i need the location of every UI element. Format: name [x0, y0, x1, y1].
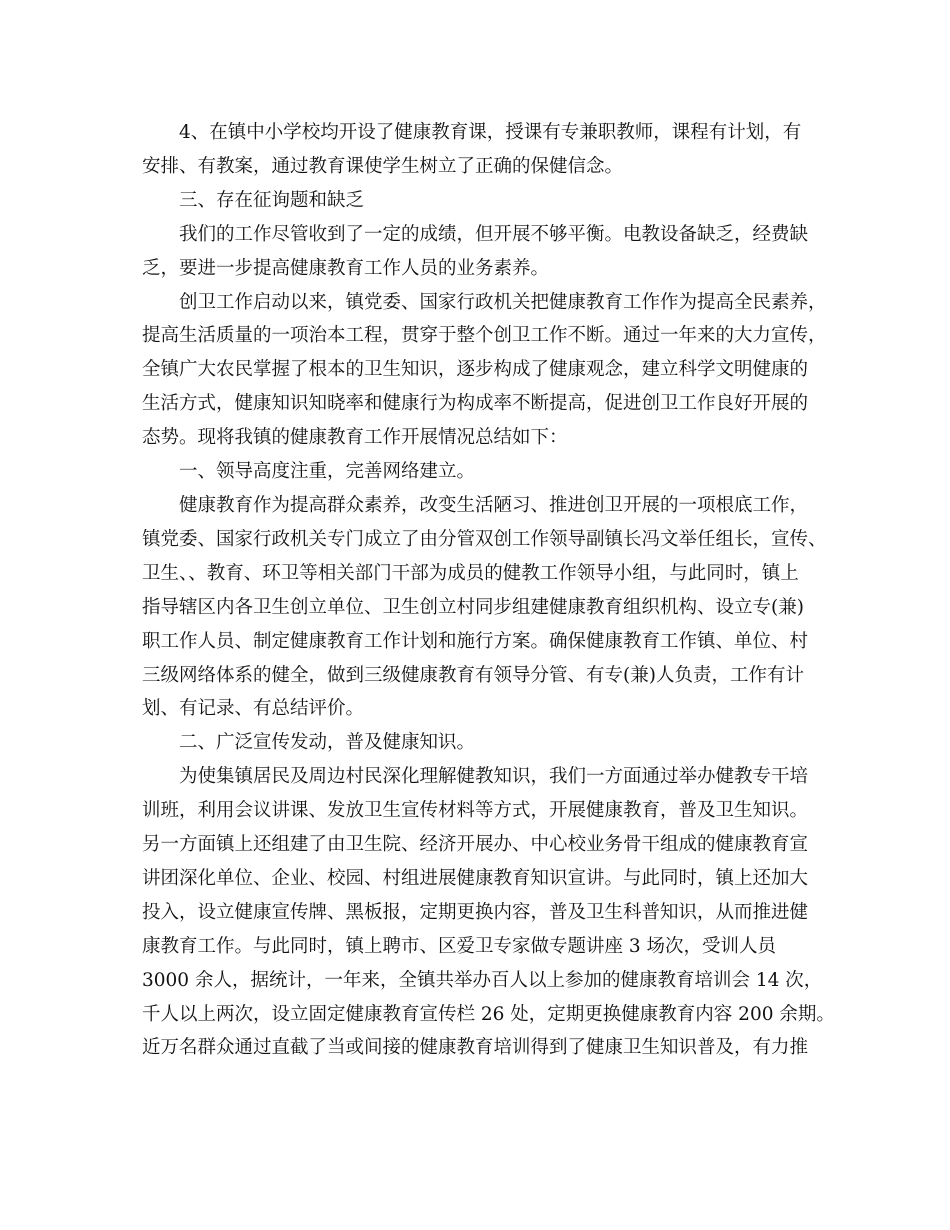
text-line: 三、存在征询题和缺乏 [179, 189, 365, 211]
text-line: 为使集镇居民及周边村民深化理解健教知识，我们一方面通过举办健教专干培 [179, 766, 809, 788]
text-line: 讲团深化单位、企业、校园、村组进展健康教育知识宣讲。与此同时，镇上还加大 [142, 867, 809, 889]
text-line: 态势。现将我镇的健康教育工作开展情况总结如下： [142, 427, 568, 449]
text-line: 3000 余人，据统计，一年来，全镇共举办百人以上参加的健康教育培训会 14 次， [142, 969, 823, 991]
text-line: 划、有记录、有总结评价。 [142, 698, 365, 720]
text-line: 全镇广大农民掌握了根本的卫生知识，逐步构成了健康观念，建立科学文明健康的 [142, 359, 809, 381]
text-line: 二、广泛宣传发动，普及健康知识。 [179, 732, 476, 754]
text-line: 另一方面镇上还组建了由卫生院、经济开展办、中心校业务骨干组成的健康教育宣 [142, 834, 809, 856]
text-line: 镇党委、国家行政机关专门成立了由分管双创工作领导副镇长冯文举任组长，宣传、 [142, 528, 827, 550]
text-line: 近万名群众通过直截了当或间接的健康教育培训得到了健康卫生知识普及，有力推 [142, 1037, 809, 1059]
text-line: 训班，利用会议讲课、发放卫生宣传材料等方式，开展健康教育，普及卫生知识。 [142, 800, 809, 822]
text-line: 指导辖区内各卫生创立单位、卫生创立村同步组建健康教育组织机构、设立专(兼) [142, 596, 804, 618]
text-line: 乏，要进一步提高健康教育工作人员的业务素养。 [142, 257, 550, 279]
text-line: 三级网络体系的健全，做到三级健康教育有领导分管、有专(兼)人负责，工作有计 [142, 664, 804, 686]
text-line: 健康教育作为提高群众素养，改变生活陋习、推进创卫开展的一项根底工作， [179, 494, 809, 516]
document-body [142, 116, 835, 1065]
text-line: 创卫工作启动以来，镇党委、国家行政机关把健康教育工作作为提高全民素养， [179, 291, 827, 313]
text-line: 4、在镇中小学校均开设了健康教育课，授课有专兼职教师，课程有计划，有 [179, 122, 802, 143]
text-line: 投入，设立健康宣传牌、黑板报，定期更换内容，普及卫生科普知识，从而推进健 [142, 901, 809, 923]
text-line: 提高生活质量的一项治本工程，贯穿于整个创卫工作不断。通过一年来的大力宣传， [142, 325, 827, 347]
text-line: 卫生、、教育、环卫等相关部门干部为成员的健教工作领导小组，与此同时，镇上 [142, 562, 799, 584]
text-line: 生活方式，健康知识知晓率和健康行为构成率不断提高，促进创卫工作良好开展的 [142, 393, 809, 415]
text-line: 康教育工作。与此同时，镇上聘市、区爱卫专家做专题讲座 3 场次，受训人员 [142, 935, 777, 957]
text-line: 我们的工作尽管收到了一定的成绩，但开展不够平衡。电教设备缺乏，经费缺 [179, 223, 809, 245]
text-line: 职工作人员、制定健康教育工作计划和施行方案。确保健康教育工作镇、单位、村 [142, 630, 809, 652]
text-line: 安排、有教案，通过教育课使学生树立了正确的保健信念。 [142, 155, 624, 177]
text-line: 一、领导高度注重，完善网络建立。 [179, 461, 476, 483]
text-line: 千人以上两次，设立固定健康教育宣传栏 26 处，定期更换健康教育内容 200 余期。 [142, 1003, 835, 1025]
